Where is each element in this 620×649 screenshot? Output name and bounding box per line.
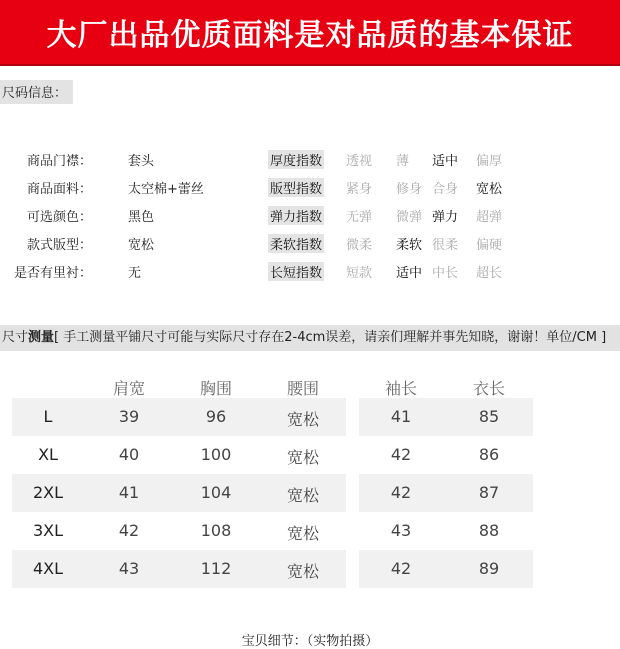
size-cell: 85 <box>478 407 500 426</box>
index-option-selected: 弹力 <box>432 210 459 225</box>
size-name: XL <box>38 445 58 464</box>
index-option: 偏厚 <box>476 154 503 169</box>
size-name: 4XL <box>32 559 64 578</box>
size-cell: 86 <box>478 445 500 464</box>
index-option: 中长 <box>432 266 459 281</box>
info-value: 黑色 <box>128 210 155 225</box>
index-label: 柔软指数 <box>268 234 324 253</box>
size-cell: 43 <box>390 521 412 540</box>
index-option: 无弹 <box>346 210 373 225</box>
size-cell: 宽松 <box>286 448 320 467</box>
info-row <box>0 178 620 200</box>
index-option: 很柔 <box>432 238 459 253</box>
size-cell: 40 <box>118 445 140 464</box>
size-cell: 宽松 <box>286 410 320 429</box>
index-option: 微弹 <box>396 210 423 225</box>
size-cell: 100 <box>200 445 232 464</box>
notice-prefix: 尺寸 <box>2 330 29 345</box>
info-value: 宽松 <box>128 238 155 253</box>
index-option: 透视 <box>346 154 373 169</box>
index-option-selected: 适中 <box>432 154 459 169</box>
index-option: 紧身 <box>346 182 373 197</box>
index-label: 弹力指数 <box>268 206 324 225</box>
size-col-header: 肩宽 <box>112 379 146 398</box>
size-col-header: 腰围 <box>286 379 320 398</box>
info-label: 可选颜色： <box>26 210 92 225</box>
size-cell: 宽松 <box>286 524 320 543</box>
size-cell: 39 <box>118 407 140 426</box>
info-value: 太空棉+蕾丝 <box>128 182 204 197</box>
info-row <box>0 234 620 256</box>
size-cell: 89 <box>478 559 500 578</box>
index-option: 短款 <box>346 266 373 281</box>
index-option: 合身 <box>432 182 459 197</box>
size-cell: 104 <box>200 483 232 502</box>
size-cell: 43 <box>118 559 140 578</box>
info-row <box>0 262 620 284</box>
index-option: 超弹 <box>476 210 503 225</box>
info-label: 是否有里衬： <box>13 266 92 281</box>
size-cell: 42 <box>390 445 412 464</box>
index-label: 厚度指数 <box>268 150 324 169</box>
info-label: 商品面料： <box>26 182 92 197</box>
size-cell: 41 <box>390 407 412 426</box>
size-info-label: 尺码信息： <box>0 80 73 104</box>
details-caption: 宝贝细节：（实物拍摄） <box>241 634 379 649</box>
index-option: 超长 <box>476 266 503 281</box>
row-stripe <box>359 550 533 588</box>
index-option: 薄 <box>396 154 410 169</box>
info-value: 套头 <box>128 154 155 169</box>
size-cell: 87 <box>478 483 500 502</box>
info-row <box>0 150 620 172</box>
size-cell: 42 <box>118 521 140 540</box>
notice-bold: 测量 <box>28 330 55 345</box>
size-cell: 42 <box>390 483 412 502</box>
info-row <box>0 206 620 228</box>
size-cell: 108 <box>200 521 232 540</box>
promo-banner: 大厂出品优质面料是对品质的基本保证 <box>0 0 620 66</box>
size-cell: 41 <box>118 483 140 502</box>
size-cell: 42 <box>390 559 412 578</box>
index-option: 修身 <box>396 182 423 197</box>
index-option-selected: 柔软 <box>396 238 423 253</box>
size-name: L <box>43 407 53 426</box>
notice-text: [ 手工测量平铺尺寸可能与实际尺寸存在2-4cm误差，请亲们理解并事先知晓，谢谢！单位/CM ] <box>54 330 607 345</box>
index-label: 版型指数 <box>268 178 324 197</box>
index-option: 偏硬 <box>476 238 503 253</box>
info-label: 商品门襟： <box>26 154 92 169</box>
size-col-header: 衣长 <box>472 379 506 398</box>
size-cell: 112 <box>200 559 232 578</box>
row-stripe <box>359 474 533 512</box>
index-option-selected: 适中 <box>396 266 423 281</box>
info-value: 无 <box>128 266 142 281</box>
size-cell: 宽松 <box>286 486 320 505</box>
size-name: 3XL <box>32 521 64 540</box>
index-option-selected: 宽松 <box>476 182 503 197</box>
size-col-header: 胸围 <box>199 379 233 398</box>
size-cell: 96 <box>205 407 227 426</box>
size-name: 2XL <box>32 483 64 502</box>
size-col-header: 袖长 <box>384 379 418 398</box>
size-cell: 宽松 <box>286 562 320 581</box>
measure-notice <box>0 325 620 351</box>
row-stripe <box>359 398 533 436</box>
index-label: 长短指数 <box>268 262 324 281</box>
size-cell: 88 <box>478 521 500 540</box>
info-label: 款式版型： <box>26 238 92 253</box>
index-option: 微柔 <box>346 238 373 253</box>
